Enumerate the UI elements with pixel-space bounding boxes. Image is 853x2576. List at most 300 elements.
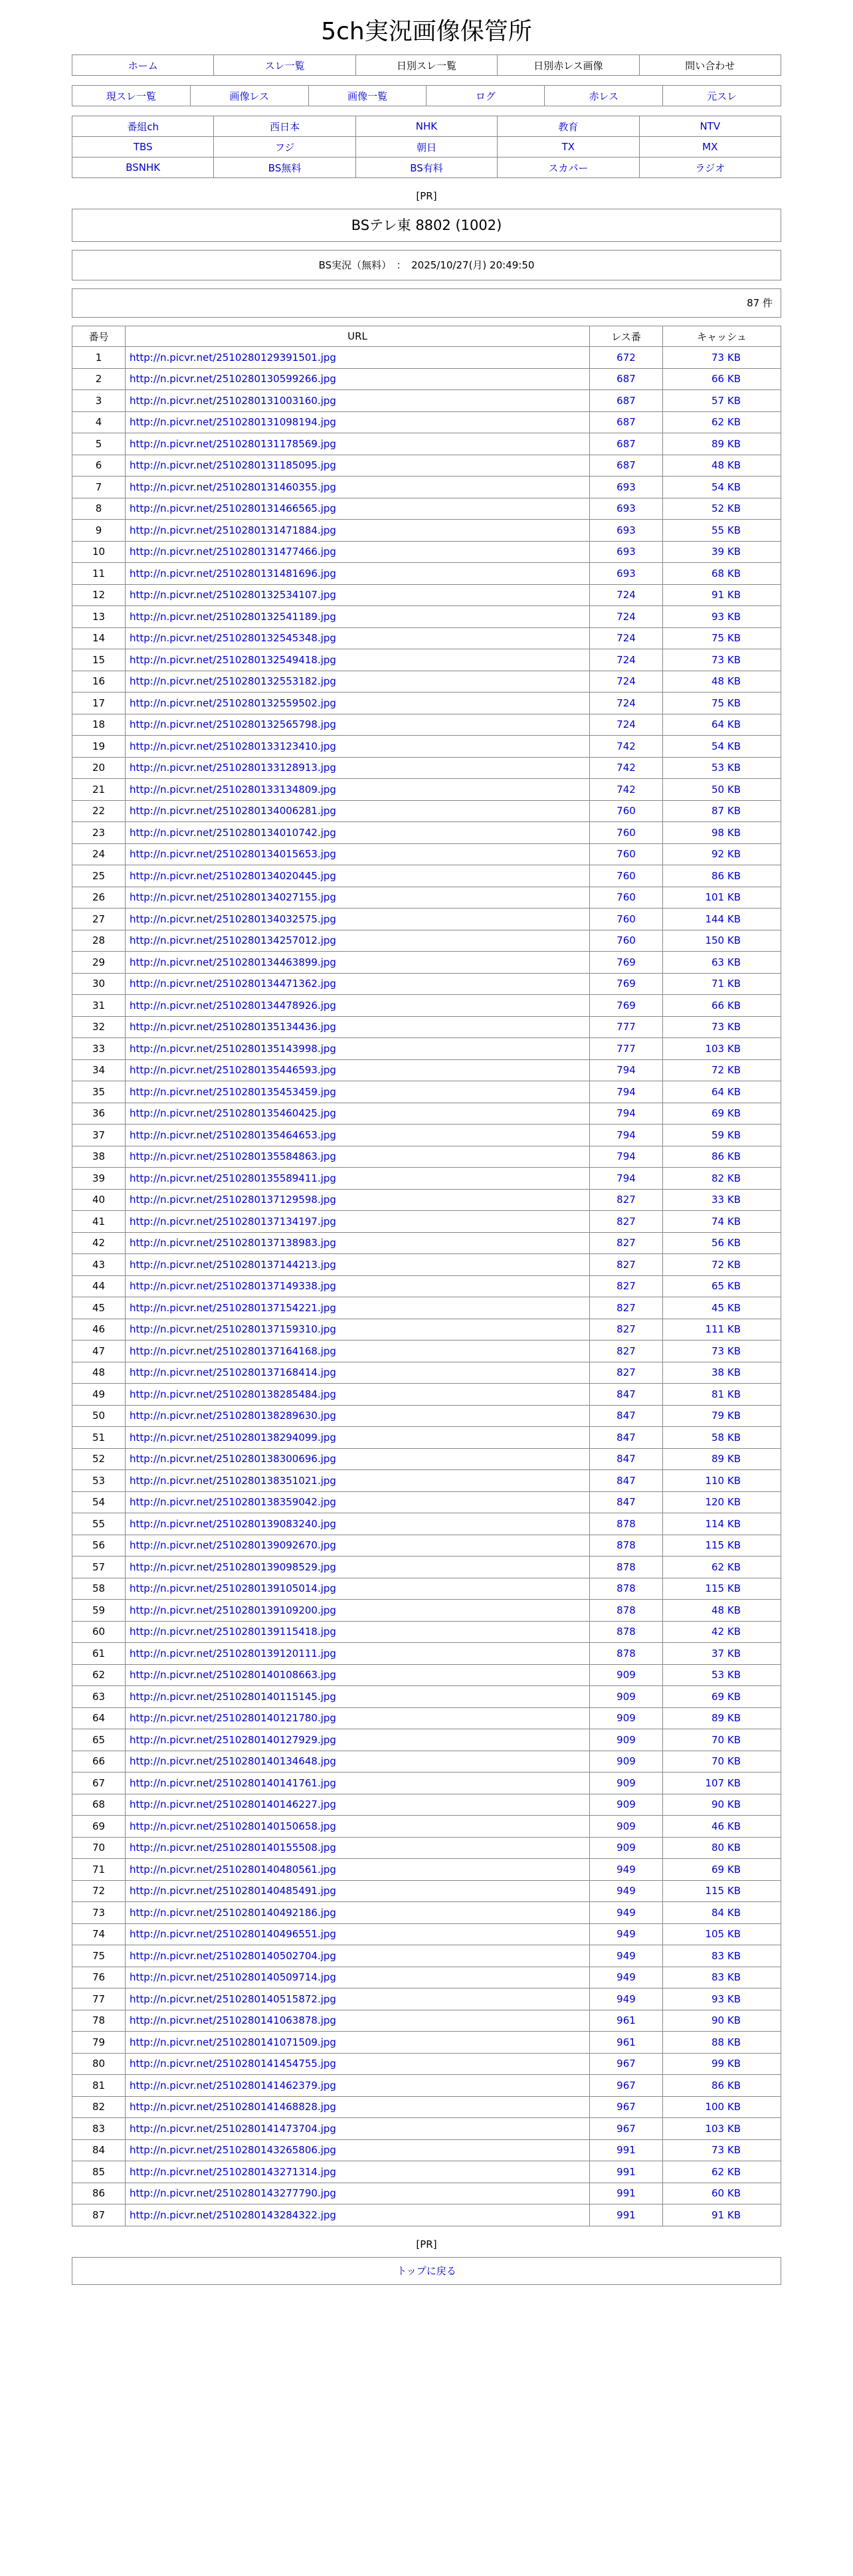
row-url-link[interactable]: http://n.picvr.net/2510280132565798.jpg <box>130 718 336 731</box>
row-url-link[interactable]: http://n.picvr.net/2510280140134648.jpg <box>130 1755 336 1768</box>
row-url-link[interactable]: http://n.picvr.net/2510280132534107.jpg <box>130 589 336 601</box>
row-cache-size[interactable]: 88 KB <box>663 2032 781 2054</box>
row-cache-size[interactable]: 56 KB <box>663 1232 781 1254</box>
row-res-number[interactable]: 878 <box>590 1535 663 1556</box>
row-url-link[interactable]: http://n.picvr.net/2510280137129598.jpg <box>130 1194 336 1206</box>
row-url-link[interactable]: http://n.picvr.net/2510280129391501.jpg <box>130 351 336 364</box>
row-res-number[interactable]: 827 <box>590 1211 663 1233</box>
row-url-link[interactable]: http://n.picvr.net/2510280134020445.jpg <box>130 869 336 882</box>
row-cache-size[interactable]: 99 KB <box>663 2053 781 2075</box>
row-res-number[interactable]: 827 <box>590 1189 663 1211</box>
row-res-number[interactable]: 794 <box>590 1103 663 1125</box>
row-res-number[interactable]: 909 <box>590 1664 663 1686</box>
row-res-number[interactable]: 724 <box>590 584 663 606</box>
row-cache-size[interactable]: 75 KB <box>663 693 781 714</box>
row-url-link[interactable]: http://n.picvr.net/2510280141454755.jpg <box>130 2058 336 2070</box>
row-res-number[interactable]: 847 <box>590 1405 663 1427</box>
row-cache-size[interactable]: 89 KB <box>663 1707 781 1729</box>
row-url-link[interactable]: http://n.picvr.net/2510280133123410.jpg <box>130 740 336 752</box>
row-url-link[interactable]: http://n.picvr.net/2510280140121780.jpg <box>130 1712 336 1725</box>
row-res-number[interactable]: 687 <box>590 411 663 433</box>
row-url-link[interactable]: http://n.picvr.net/2510280134471362.jpg <box>130 978 336 990</box>
row-res-number[interactable]: 949 <box>590 1880 663 1902</box>
row-res-number[interactable]: 967 <box>590 2118 663 2140</box>
row-url-link[interactable]: http://n.picvr.net/2510280140485491.jpg <box>130 1885 336 1897</box>
row-cache-size[interactable]: 110 KB <box>663 1470 781 1492</box>
row-url-link[interactable]: http://n.picvr.net/2510280134257012.jpg <box>130 934 336 947</box>
row-url-link[interactable]: http://n.picvr.net/2510280140515872.jpg <box>130 1992 336 2005</box>
thread-nav-image-res-link[interactable]: 画像レス <box>229 90 270 102</box>
row-cache-size[interactable]: 86 KB <box>663 2075 781 2097</box>
row-cache-size[interactable]: 98 KB <box>663 822 781 844</box>
row-cache-size[interactable]: 70 KB <box>663 1729 781 1751</box>
row-res-number[interactable]: 949 <box>590 1923 663 1945</box>
row-res-number[interactable]: 777 <box>590 1016 663 1038</box>
row-res-number[interactable]: 878 <box>590 1643 663 1665</box>
row-cache-size[interactable]: 150 KB <box>663 930 781 952</box>
row-res-number[interactable]: 693 <box>590 520 663 542</box>
row-res-number[interactable]: 724 <box>590 627 663 649</box>
row-url-link[interactable]: http://n.picvr.net/2510280132545348.jpg <box>130 632 336 645</box>
row-res-number[interactable]: 687 <box>590 368 663 390</box>
row-cache-size[interactable]: 81 KB <box>663 1384 781 1406</box>
row-cache-size[interactable]: 92 KB <box>663 843 781 865</box>
thread-nav-log-link[interactable]: ログ <box>475 90 496 102</box>
channel-link[interactable]: TBS <box>133 141 153 153</box>
row-url-link[interactable]: http://n.picvr.net/2510280137144213.jpg <box>130 1258 336 1271</box>
row-url-link[interactable]: http://n.picvr.net/2510280137164168.jpg <box>130 1344 336 1357</box>
row-res-number[interactable]: 827 <box>590 1297 663 1319</box>
row-url-link[interactable]: http://n.picvr.net/2510280138289630.jpg <box>130 1410 336 1422</box>
row-cache-size[interactable]: 64 KB <box>663 714 781 736</box>
row-url-link[interactable]: http://n.picvr.net/2510280131178569.jpg <box>130 437 336 450</box>
nav-contact-label[interactable]: 問い合わせ <box>685 59 735 72</box>
channel-link[interactable]: 番組ch <box>127 120 159 133</box>
row-url-link[interactable]: http://n.picvr.net/2510280138285484.jpg <box>130 1388 336 1400</box>
row-res-number[interactable]: 724 <box>590 649 663 671</box>
row-url-cell <box>126 1621 590 1643</box>
row-res-number[interactable]: 909 <box>590 1772 663 1794</box>
row-res-number[interactable]: 769 <box>590 995 663 1017</box>
thread-nav-image-list-link[interactable]: 画像一覧 <box>347 90 388 102</box>
row-url-link[interactable]: http://n.picvr.net/2510280134006281.jpg <box>130 805 336 817</box>
row-url-link[interactable]: http://n.picvr.net/2510280137138983.jpg <box>130 1237 336 1249</box>
row-url-link[interactable]: http://n.picvr.net/2510280133128913.jpg <box>130 762 336 774</box>
row-res-number[interactable]: 827 <box>590 1275 663 1297</box>
row-res-number[interactable]: 991 <box>590 2183 663 2204</box>
row-res-number[interactable]: 827 <box>590 1254 663 1276</box>
row-url-link[interactable]: http://n.picvr.net/2510280131003160.jpg <box>130 394 336 407</box>
row-url-link[interactable]: http://n.picvr.net/2510280139098529.jpg <box>130 1560 336 1573</box>
row-cache-size[interactable]: 84 KB <box>663 1902 781 1924</box>
table-row <box>72 1988 781 2010</box>
row-url-link[interactable]: http://n.picvr.net/2510280143284322.jpg <box>130 2208 336 2221</box>
row-res-number[interactable]: 769 <box>590 952 663 974</box>
row-res-number[interactable]: 847 <box>590 1384 663 1406</box>
row-cache-size[interactable]: 91 KB <box>663 2204 781 2226</box>
row-url-link[interactable]: http://n.picvr.net/2510280131460355.jpg <box>130 481 336 493</box>
row-number: 23 <box>72 822 126 844</box>
row-url-link[interactable]: http://n.picvr.net/2510280141468828.jpg <box>130 2101 336 2113</box>
row-url-link[interactable]: http://n.picvr.net/2510280140146227.jpg <box>130 1798 336 1811</box>
row-cache-size[interactable]: 89 KB <box>663 1448 781 1470</box>
row-res-number[interactable]: 847 <box>590 1427 663 1449</box>
row-number: 9 <box>72 520 126 542</box>
row-url-link[interactable]: http://n.picvr.net/2510280143277790.jpg <box>130 2187 336 2200</box>
row-url-link[interactable]: http://n.picvr.net/2510280135453459.jpg <box>130 1085 336 1098</box>
row-res-number[interactable]: 760 <box>590 822 663 844</box>
row-res-number[interactable]: 760 <box>590 909 663 930</box>
row-cache-size[interactable]: 115 KB <box>663 1535 781 1556</box>
row-url-link[interactable]: http://n.picvr.net/2510280137154221.jpg <box>130 1301 336 1314</box>
row-url-link[interactable]: http://n.picvr.net/2510280134027155.jpg <box>130 891 336 904</box>
row-cache-size[interactable]: 75 KB <box>663 627 781 649</box>
channel-link[interactable]: フジ <box>274 141 295 154</box>
row-url-link[interactable]: http://n.picvr.net/2510280141071509.jpg <box>130 2036 336 2048</box>
channel-link[interactable]: 朝日 <box>416 141 436 154</box>
row-cache-size[interactable]: 54 KB <box>663 477 781 498</box>
row-res-number[interactable]: 909 <box>590 1686 663 1708</box>
row-cache-size[interactable]: 73 KB <box>663 649 781 671</box>
row-cache-size[interactable]: 114 KB <box>663 1513 781 1535</box>
row-url-link[interactable]: http://n.picvr.net/2510280135464653.jpg <box>130 1128 336 1141</box>
row-cache-size[interactable]: 62 KB <box>663 1556 781 1578</box>
row-cache-size[interactable]: 91 KB <box>663 584 781 606</box>
row-cache-size[interactable]: 87 KB <box>663 800 781 822</box>
row-url-link[interactable]: http://n.picvr.net/2510280131471884.jpg <box>130 524 336 536</box>
row-res-number[interactable]: 967 <box>590 2096 663 2118</box>
row-url-link[interactable]: http://n.picvr.net/2510280140108663.jpg <box>130 1669 336 1681</box>
row-res-number[interactable]: 724 <box>590 714 663 736</box>
channel-link[interactable]: BS無料 <box>268 161 302 174</box>
row-url-link[interactable]: http://n.picvr.net/2510280135143998.jpg <box>130 1042 336 1055</box>
row-cache-size[interactable]: 64 KB <box>663 1081 781 1103</box>
row-res-number[interactable]: 794 <box>590 1168 663 1190</box>
row-cache-size[interactable]: 90 KB <box>663 2010 781 2032</box>
row-cache-size[interactable]: 69 KB <box>663 1103 781 1125</box>
channel-link[interactable]: 教育 <box>558 120 579 133</box>
thread-nav-original-link[interactable]: 元スレ <box>707 90 737 102</box>
row-cache-size[interactable]: 115 KB <box>663 1578 781 1600</box>
row-res-number[interactable]: 693 <box>590 498 663 520</box>
row-cache-size[interactable]: 103 KB <box>663 2118 781 2140</box>
row-url-link[interactable]: http://n.picvr.net/2510280138351021.jpg <box>130 1474 336 1487</box>
row-url-link[interactable]: http://n.picvr.net/2510280140141761.jpg <box>130 1776 336 1789</box>
row-cache-size[interactable]: 68 KB <box>663 563 781 585</box>
row-url-link[interactable]: http://n.picvr.net/2510280131098194.jpg <box>130 416 336 429</box>
channel-cell <box>355 137 497 158</box>
row-url-cell <box>126 347 590 369</box>
row-cache-size[interactable]: 65 KB <box>663 1275 781 1297</box>
row-url-link[interactable]: http://n.picvr.net/2510280140492186.jpg <box>130 1906 336 1919</box>
row-res-number[interactable]: 949 <box>590 1967 663 1988</box>
row-cache-size[interactable]: 74 KB <box>663 1211 781 1233</box>
row-url-cell <box>126 627 590 649</box>
row-cache-size[interactable]: 93 KB <box>663 606 781 628</box>
row-res-number[interactable]: 760 <box>590 930 663 952</box>
row-url-link[interactable]: http://n.picvr.net/2510280135446593.jpg <box>130 1064 336 1077</box>
row-res-number[interactable]: 878 <box>590 1621 663 1643</box>
row-cache-size[interactable]: 86 KB <box>663 865 781 887</box>
channel-link[interactable]: MX <box>702 141 718 153</box>
row-cache-size[interactable]: 80 KB <box>663 1837 781 1859</box>
row-cache-size[interactable]: 53 KB <box>663 757 781 779</box>
row-url-link[interactable]: http://n.picvr.net/2510280139083240.jpg <box>130 1517 336 1530</box>
row-cache-size[interactable]: 50 KB <box>663 779 781 801</box>
row-cache-size[interactable]: 33 KB <box>663 1189 781 1211</box>
row-cache-size[interactable]: 83 KB <box>663 1967 781 1988</box>
row-url-link[interactable]: http://n.picvr.net/2510280143271314.jpg <box>130 2165 336 2178</box>
channel-link[interactable]: TX <box>561 141 575 153</box>
row-res-number[interactable]: 847 <box>590 1448 663 1470</box>
row-url-link[interactable]: http://n.picvr.net/2510280140150658.jpg <box>130 1820 336 1832</box>
row-number: 87 <box>72 2204 126 2226</box>
row-res-number[interactable]: 687 <box>590 455 663 477</box>
row-res-number[interactable]: 967 <box>590 2053 663 2075</box>
row-url-link[interactable]: http://n.picvr.net/2510280137149338.jpg <box>130 1280 336 1293</box>
row-url-link[interactable]: http://n.picvr.net/2510280131185095.jpg <box>130 459 336 472</box>
row-cache-size[interactable]: 120 KB <box>663 1491 781 1513</box>
row-res-number[interactable]: 672 <box>590 347 663 369</box>
channel-link[interactable]: NTV <box>700 120 721 132</box>
row-res-number[interactable]: 794 <box>590 1146 663 1168</box>
row-res-number[interactable]: 794 <box>590 1081 663 1103</box>
row-res-number[interactable]: 724 <box>590 606 663 628</box>
row-url-link[interactable]: http://n.picvr.net/2510280134015653.jpg <box>130 848 336 861</box>
row-res-number[interactable]: 878 <box>590 1600 663 1622</box>
row-url-link[interactable]: http://n.picvr.net/2510280137168414.jpg <box>130 1366 336 1379</box>
row-url-link[interactable]: http://n.picvr.net/2510280132541189.jpg <box>130 610 336 623</box>
row-cache-size[interactable]: 103 KB <box>663 1038 781 1060</box>
row-cache-size[interactable]: 93 KB <box>663 1988 781 2010</box>
row-res-number[interactable]: 991 <box>590 2204 663 2226</box>
row-cache-size[interactable]: 73 KB <box>663 347 781 369</box>
row-res-number[interactable]: 827 <box>590 1319 663 1341</box>
row-url-link[interactable]: http://n.picvr.net/2510280134032575.jpg <box>130 912 336 925</box>
row-cache-size[interactable]: 63 KB <box>663 952 781 974</box>
row-url-link[interactable]: http://n.picvr.net/2510280132549418.jpg <box>130 653 336 666</box>
row-url-link[interactable]: http://n.picvr.net/2510280141462379.jpg <box>130 2079 336 2092</box>
row-url-link[interactable]: http://n.picvr.net/2510280140496551.jpg <box>130 1928 336 1941</box>
row-url-link[interactable]: http://n.picvr.net/2510280139115418.jpg <box>130 1626 336 1638</box>
row-res-number[interactable]: 794 <box>590 1125 663 1146</box>
row-res-number[interactable]: 760 <box>590 887 663 909</box>
row-cache-size[interactable]: 54 KB <box>663 736 781 758</box>
row-res-number[interactable]: 724 <box>590 671 663 693</box>
row-cache-size[interactable]: 86 KB <box>663 1146 781 1168</box>
row-url-link[interactable]: http://n.picvr.net/2510280130599266.jpg <box>130 373 336 385</box>
row-cache-size[interactable]: 48 KB <box>663 1600 781 1622</box>
row-cache-size[interactable]: 69 KB <box>663 1859 781 1881</box>
row-url-link[interactable]: http://n.picvr.net/2510280132559502.jpg <box>130 697 336 709</box>
row-url-link[interactable]: http://n.picvr.net/2510280140502704.jpg <box>130 1949 336 1962</box>
row-res-number[interactable]: 909 <box>590 1751 663 1772</box>
row-cache-size[interactable]: 59 KB <box>663 1125 781 1146</box>
row-res-number[interactable]: 693 <box>590 477 663 498</box>
row-cache-size[interactable]: 115 KB <box>663 1880 781 1902</box>
row-url-link[interactable]: http://n.picvr.net/2510280140115145.jpg <box>130 1690 336 1703</box>
row-url-link[interactable]: http://n.picvr.net/2510280140480561.jpg <box>130 1863 336 1876</box>
row-cache-size[interactable]: 62 KB <box>663 2161 781 2183</box>
row-cache-size[interactable]: 72 KB <box>663 1059 781 1081</box>
row-url-link[interactable]: http://n.picvr.net/2510280135584863.jpg <box>130 1150 336 1163</box>
row-url-link[interactable]: http://n.picvr.net/2510280138294099.jpg <box>130 1431 336 1444</box>
row-cache-size[interactable]: 70 KB <box>663 1751 781 1772</box>
row-number: 45 <box>72 1297 126 1319</box>
channel-link[interactable]: BS有料 <box>410 161 443 174</box>
row-url-link[interactable]: http://n.picvr.net/2510280135134436.jpg <box>130 1021 336 1033</box>
row-cache-size[interactable]: 111 KB <box>663 1319 781 1341</box>
row-url-link[interactable]: http://n.picvr.net/2510280132553182.jpg <box>130 675 336 688</box>
row-res-number[interactable]: 991 <box>590 2139 663 2161</box>
row-cache-size[interactable]: 100 KB <box>663 2096 781 2118</box>
channel-link[interactable]: BSNHK <box>126 161 161 173</box>
row-res-number[interactable]: 777 <box>590 1038 663 1060</box>
row-res-number[interactable]: 967 <box>590 2075 663 2097</box>
row-cache-size[interactable]: 38 KB <box>663 1362 781 1384</box>
row-res-number[interactable]: 769 <box>590 973 663 995</box>
row-res-number[interactable]: 909 <box>590 1837 663 1859</box>
row-res-number[interactable]: 949 <box>590 1859 663 1881</box>
row-url-link[interactable]: http://n.picvr.net/2510280135589411.jpg <box>130 1172 336 1184</box>
row-res-number[interactable]: 724 <box>590 693 663 714</box>
row-url-link[interactable]: http://n.picvr.net/2510280139109200.jpg <box>130 1604 336 1616</box>
channel-link[interactable]: NHK <box>415 120 438 132</box>
row-cache-size[interactable]: 90 KB <box>663 1794 781 1816</box>
nav-thread-list-link[interactable]: スレ一覧 <box>264 59 305 72</box>
table-row <box>72 671 781 693</box>
row-url-link[interactable]: http://n.picvr.net/2510280137134197.jpg <box>130 1215 336 1228</box>
row-res-number[interactable]: 949 <box>590 1945 663 1967</box>
row-cache-size[interactable]: 66 KB <box>663 995 781 1017</box>
row-cache-size[interactable]: 58 KB <box>663 1427 781 1449</box>
back-to-top-link[interactable]: トップに戻る <box>397 2264 456 2277</box>
row-url-link[interactable]: http://n.picvr.net/2510280143265806.jpg <box>130 2144 336 2157</box>
row-url-link[interactable]: http://n.picvr.net/2510280139120111.jpg <box>130 1647 336 1660</box>
row-cache-size[interactable]: 82 KB <box>663 1168 781 1190</box>
row-url-link[interactable]: http://n.picvr.net/2510280141473704.jpg <box>130 2122 336 2135</box>
row-cache-size[interactable]: 39 KB <box>663 541 781 563</box>
row-res-number[interactable]: 742 <box>590 757 663 779</box>
row-url-link[interactable]: http://n.picvr.net/2510280138300696.jpg <box>130 1453 336 1465</box>
row-cache-size[interactable]: 107 KB <box>663 1772 781 1794</box>
row-cache-size[interactable]: 57 KB <box>663 390 781 412</box>
row-res-number[interactable]: 827 <box>590 1362 663 1384</box>
row-url-link[interactable]: http://n.picvr.net/2510280134010742.jpg <box>130 826 336 839</box>
row-url-link[interactable]: http://n.picvr.net/2510280140127929.jpg <box>130 1733 336 1746</box>
row-cache-size[interactable]: 66 KB <box>663 368 781 390</box>
row-cache-size[interactable]: 89 KB <box>663 433 781 455</box>
row-res-number[interactable]: 760 <box>590 800 663 822</box>
row-res-number[interactable]: 878 <box>590 1556 663 1578</box>
row-res-number[interactable]: 687 <box>590 390 663 412</box>
row-res-number[interactable]: 909 <box>590 1729 663 1751</box>
channel-cell <box>639 116 781 137</box>
row-res-number[interactable]: 742 <box>590 779 663 801</box>
row-cache-size[interactable]: 71 KB <box>663 973 781 995</box>
row-url-cell <box>126 714 590 736</box>
nav-daily-thread-label[interactable]: 日別スレ一覧 <box>396 59 456 72</box>
row-url-link[interactable]: http://n.picvr.net/2510280131481696.jpg <box>130 567 336 580</box>
row-url-link[interactable]: http://n.picvr.net/2510280134463899.jpg <box>130 956 336 968</box>
row-cache-size[interactable]: 73 KB <box>663 1016 781 1038</box>
row-cache-size[interactable]: 69 KB <box>663 1686 781 1708</box>
row-res-number[interactable]: 687 <box>590 433 663 455</box>
row-cache-size[interactable]: 37 KB <box>663 1643 781 1665</box>
row-url-link[interactable]: http://n.picvr.net/2510280139092670.jpg <box>130 1539 336 1552</box>
row-url-link[interactable]: http://n.picvr.net/2510280137159310.jpg <box>130 1323 336 1336</box>
row-cache-size[interactable]: 48 KB <box>663 671 781 693</box>
row-cache-size[interactable]: 73 KB <box>663 2139 781 2161</box>
row-res-number[interactable]: 827 <box>590 1232 663 1254</box>
row-res-number[interactable]: 909 <box>590 1816 663 1838</box>
row-cache-size[interactable]: 79 KB <box>663 1405 781 1427</box>
channel-link[interactable]: スカパー <box>548 161 589 174</box>
row-url-link[interactable]: http://n.picvr.net/2510280141063878.jpg <box>130 2014 336 2027</box>
row-res-number[interactable]: 909 <box>590 1707 663 1729</box>
row-res-number[interactable]: 742 <box>590 736 663 758</box>
row-url-link[interactable]: http://n.picvr.net/2510280140509714.jpg <box>130 1971 336 1984</box>
row-cache-size[interactable]: 46 KB <box>663 1816 781 1838</box>
row-res-number[interactable]: 878 <box>590 1578 663 1600</box>
row-res-number[interactable]: 909 <box>590 1794 663 1816</box>
channel-link[interactable]: ラジオ <box>695 161 725 174</box>
row-res-number[interactable]: 961 <box>590 2032 663 2054</box>
row-res-number[interactable]: 827 <box>590 1341 663 1362</box>
row-url-link[interactable]: http://n.picvr.net/2510280139105014.jpg <box>130 1582 336 1595</box>
channel-link[interactable]: 西日本 <box>270 120 300 133</box>
row-cache-size[interactable]: 53 KB <box>663 1664 781 1686</box>
row-cache-size[interactable]: 48 KB <box>663 455 781 477</box>
row-cache-size[interactable]: 83 KB <box>663 1945 781 1967</box>
row-cache-size[interactable]: 55 KB <box>663 520 781 542</box>
row-res-number[interactable]: 949 <box>590 1902 663 1924</box>
row-cache-size[interactable]: 144 KB <box>663 909 781 930</box>
row-cache-size[interactable]: 52 KB <box>663 498 781 520</box>
row-cache-size[interactable]: 60 KB <box>663 2183 781 2204</box>
row-cache-size[interactable]: 62 KB <box>663 411 781 433</box>
row-res-number[interactable]: 760 <box>590 843 663 865</box>
row-url-link[interactable]: http://n.picvr.net/2510280133134809.jpg <box>130 783 336 796</box>
row-res-number[interactable]: 693 <box>590 563 663 585</box>
row-res-number[interactable]: 693 <box>590 541 663 563</box>
row-cache-size[interactable]: 42 KB <box>663 1621 781 1643</box>
row-url-link[interactable]: http://n.picvr.net/2510280138359042.jpg <box>130 1496 336 1509</box>
nav-home-link[interactable]: ホーム <box>128 59 158 72</box>
row-res-number[interactable]: 878 <box>590 1513 663 1535</box>
row-res-number[interactable]: 847 <box>590 1491 663 1513</box>
row-res-number[interactable]: 991 <box>590 2161 663 2183</box>
row-cache-size[interactable]: 45 KB <box>663 1297 781 1319</box>
row-cache-size[interactable]: 105 KB <box>663 1923 781 1945</box>
row-res-number[interactable]: 961 <box>590 2010 663 2032</box>
row-cache-size[interactable]: 101 KB <box>663 887 781 909</box>
row-res-number[interactable]: 847 <box>590 1470 663 1492</box>
row-res-number[interactable]: 760 <box>590 865 663 887</box>
row-res-number[interactable]: 794 <box>590 1059 663 1081</box>
row-url-link[interactable]: http://n.picvr.net/2510280131477466.jpg <box>130 546 336 558</box>
row-url-link[interactable]: http://n.picvr.net/2510280135460425.jpg <box>130 1107 336 1120</box>
row-url-link[interactable]: http://n.picvr.net/2510280140155508.jpg <box>130 1842 336 1854</box>
row-url-link[interactable]: http://n.picvr.net/2510280131466565.jpg <box>130 502 336 515</box>
row-cache-size[interactable]: 73 KB <box>663 1341 781 1362</box>
row-cache-size[interactable]: 72 KB <box>663 1254 781 1276</box>
nav-daily-red-label[interactable]: 日別赤レス画像 <box>533 59 603 72</box>
thread-nav-red-res-link[interactable]: 赤レス <box>589 90 618 102</box>
row-url-link[interactable]: http://n.picvr.net/2510280134478926.jpg <box>130 999 336 1012</box>
row-res-number[interactable]: 949 <box>590 1988 663 2010</box>
thread-nav-current-link[interactable]: 現スレ一覧 <box>106 90 156 102</box>
